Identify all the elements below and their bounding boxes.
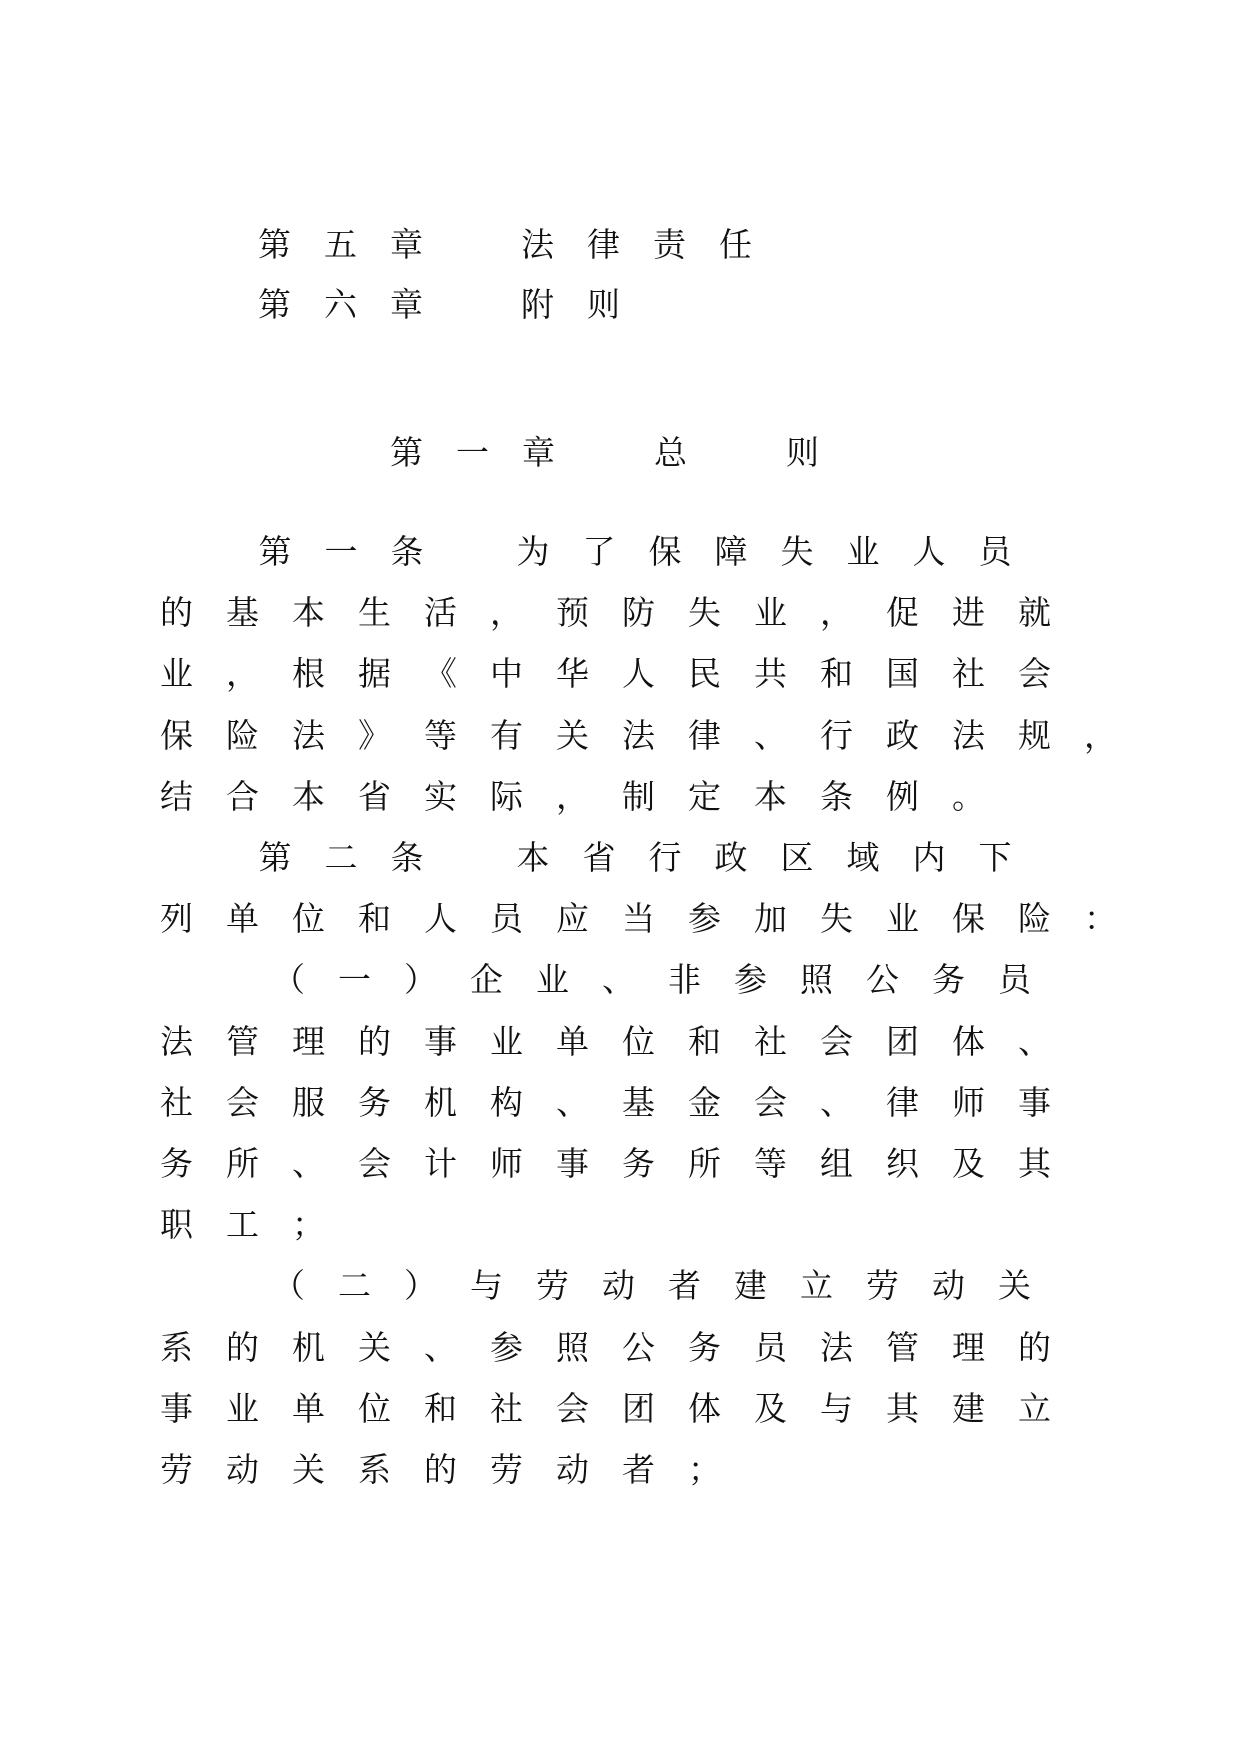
paragraph-line (0, 1078, 1240, 1128)
paragraph-text: 法管理的事业单位和社会团体、 (160, 1022, 1084, 1061)
paragraph-text: 列单位和人员应当参加失业保险： (160, 899, 1150, 938)
glyph: 一 (324, 532, 358, 571)
paragraph-text: 保险法》等有关法律、行政法规， (160, 716, 1150, 755)
toc-entry (0, 220, 1240, 270)
toc-chapter-title: 法律责任 (521, 225, 785, 264)
glyph: 第 (258, 532, 292, 571)
chapter-number: 第一章 (390, 433, 588, 472)
chapter-title-part: 总 (654, 433, 720, 472)
glyph: 下 (978, 838, 1012, 877)
paragraph-line (0, 711, 1240, 761)
glyph: 保 (648, 532, 682, 571)
paragraph-line (0, 772, 1240, 822)
paragraph-text: 业，根据《中华人民共和国社会 (160, 654, 1084, 693)
paragraph-text: 社会服务机构、基金会、律师事 (160, 1083, 1084, 1122)
paragraph-line (0, 1445, 1240, 1495)
glyph: 条 (390, 532, 424, 571)
toc-chapter-number: 第五章 (258, 225, 456, 264)
glyph: 二 (324, 838, 358, 877)
paragraph-line (0, 894, 1240, 944)
glyph: 员 (978, 532, 1012, 571)
glyph: 域 (846, 838, 880, 877)
toc-chapter-title: 附则 (521, 285, 653, 324)
glyph: 政 (714, 838, 748, 877)
paragraph-text: 务所、会计师事务所等组织及其 (160, 1144, 1084, 1183)
glyph: 失 (780, 532, 814, 571)
glyph: 了 (582, 532, 616, 571)
paragraph-line (0, 1261, 1240, 1311)
paragraph-text: 职工； (160, 1205, 358, 1244)
paragraph-text: 事业单位和社会团体及与其建立 (160, 1389, 1084, 1428)
paragraph-text: 结合本省实际，制定本条例。 (160, 777, 1018, 816)
paragraph-line (0, 1200, 1240, 1250)
paragraph-line (0, 833, 1240, 883)
glyph: 为 (516, 532, 550, 571)
glyph: 人 (912, 532, 946, 571)
glyph: 本 (516, 838, 550, 877)
chapter-title-part: 则 (786, 433, 852, 472)
paragraph-text: （一）企业、非参照公务员 (272, 960, 1064, 999)
toc-chapter-number: 第六章 (258, 285, 456, 324)
paragraph-line (0, 649, 1240, 699)
paragraph-line (0, 588, 1240, 638)
glyph: 区 (780, 838, 814, 877)
paragraph-line (0, 1384, 1240, 1434)
glyph: 省 (582, 838, 616, 877)
paragraph-line (0, 1017, 1240, 1067)
paragraph-text: （二）与劳动者建立劳动关 (272, 1266, 1064, 1305)
paragraph-line (0, 955, 1240, 1005)
glyph: 障 (714, 532, 748, 571)
paragraph-line (0, 1139, 1240, 1189)
glyph: 条 (390, 838, 424, 877)
paragraph-text: 劳动关系的劳动者； (160, 1450, 754, 1489)
glyph: 第 (258, 838, 292, 877)
glyph: 业 (846, 532, 880, 571)
glyph: 行 (648, 838, 682, 877)
toc-entry (0, 280, 1240, 330)
glyph: 内 (912, 838, 946, 877)
paragraph-text: 系的机关、参照公务员法管理的 (160, 1328, 1084, 1367)
paragraph-line (0, 1323, 1240, 1373)
paragraph-line (0, 527, 1240, 577)
paragraph-text: 的基本生活，预防失业，促进就 (160, 593, 1084, 632)
chapter-heading (0, 428, 1240, 478)
